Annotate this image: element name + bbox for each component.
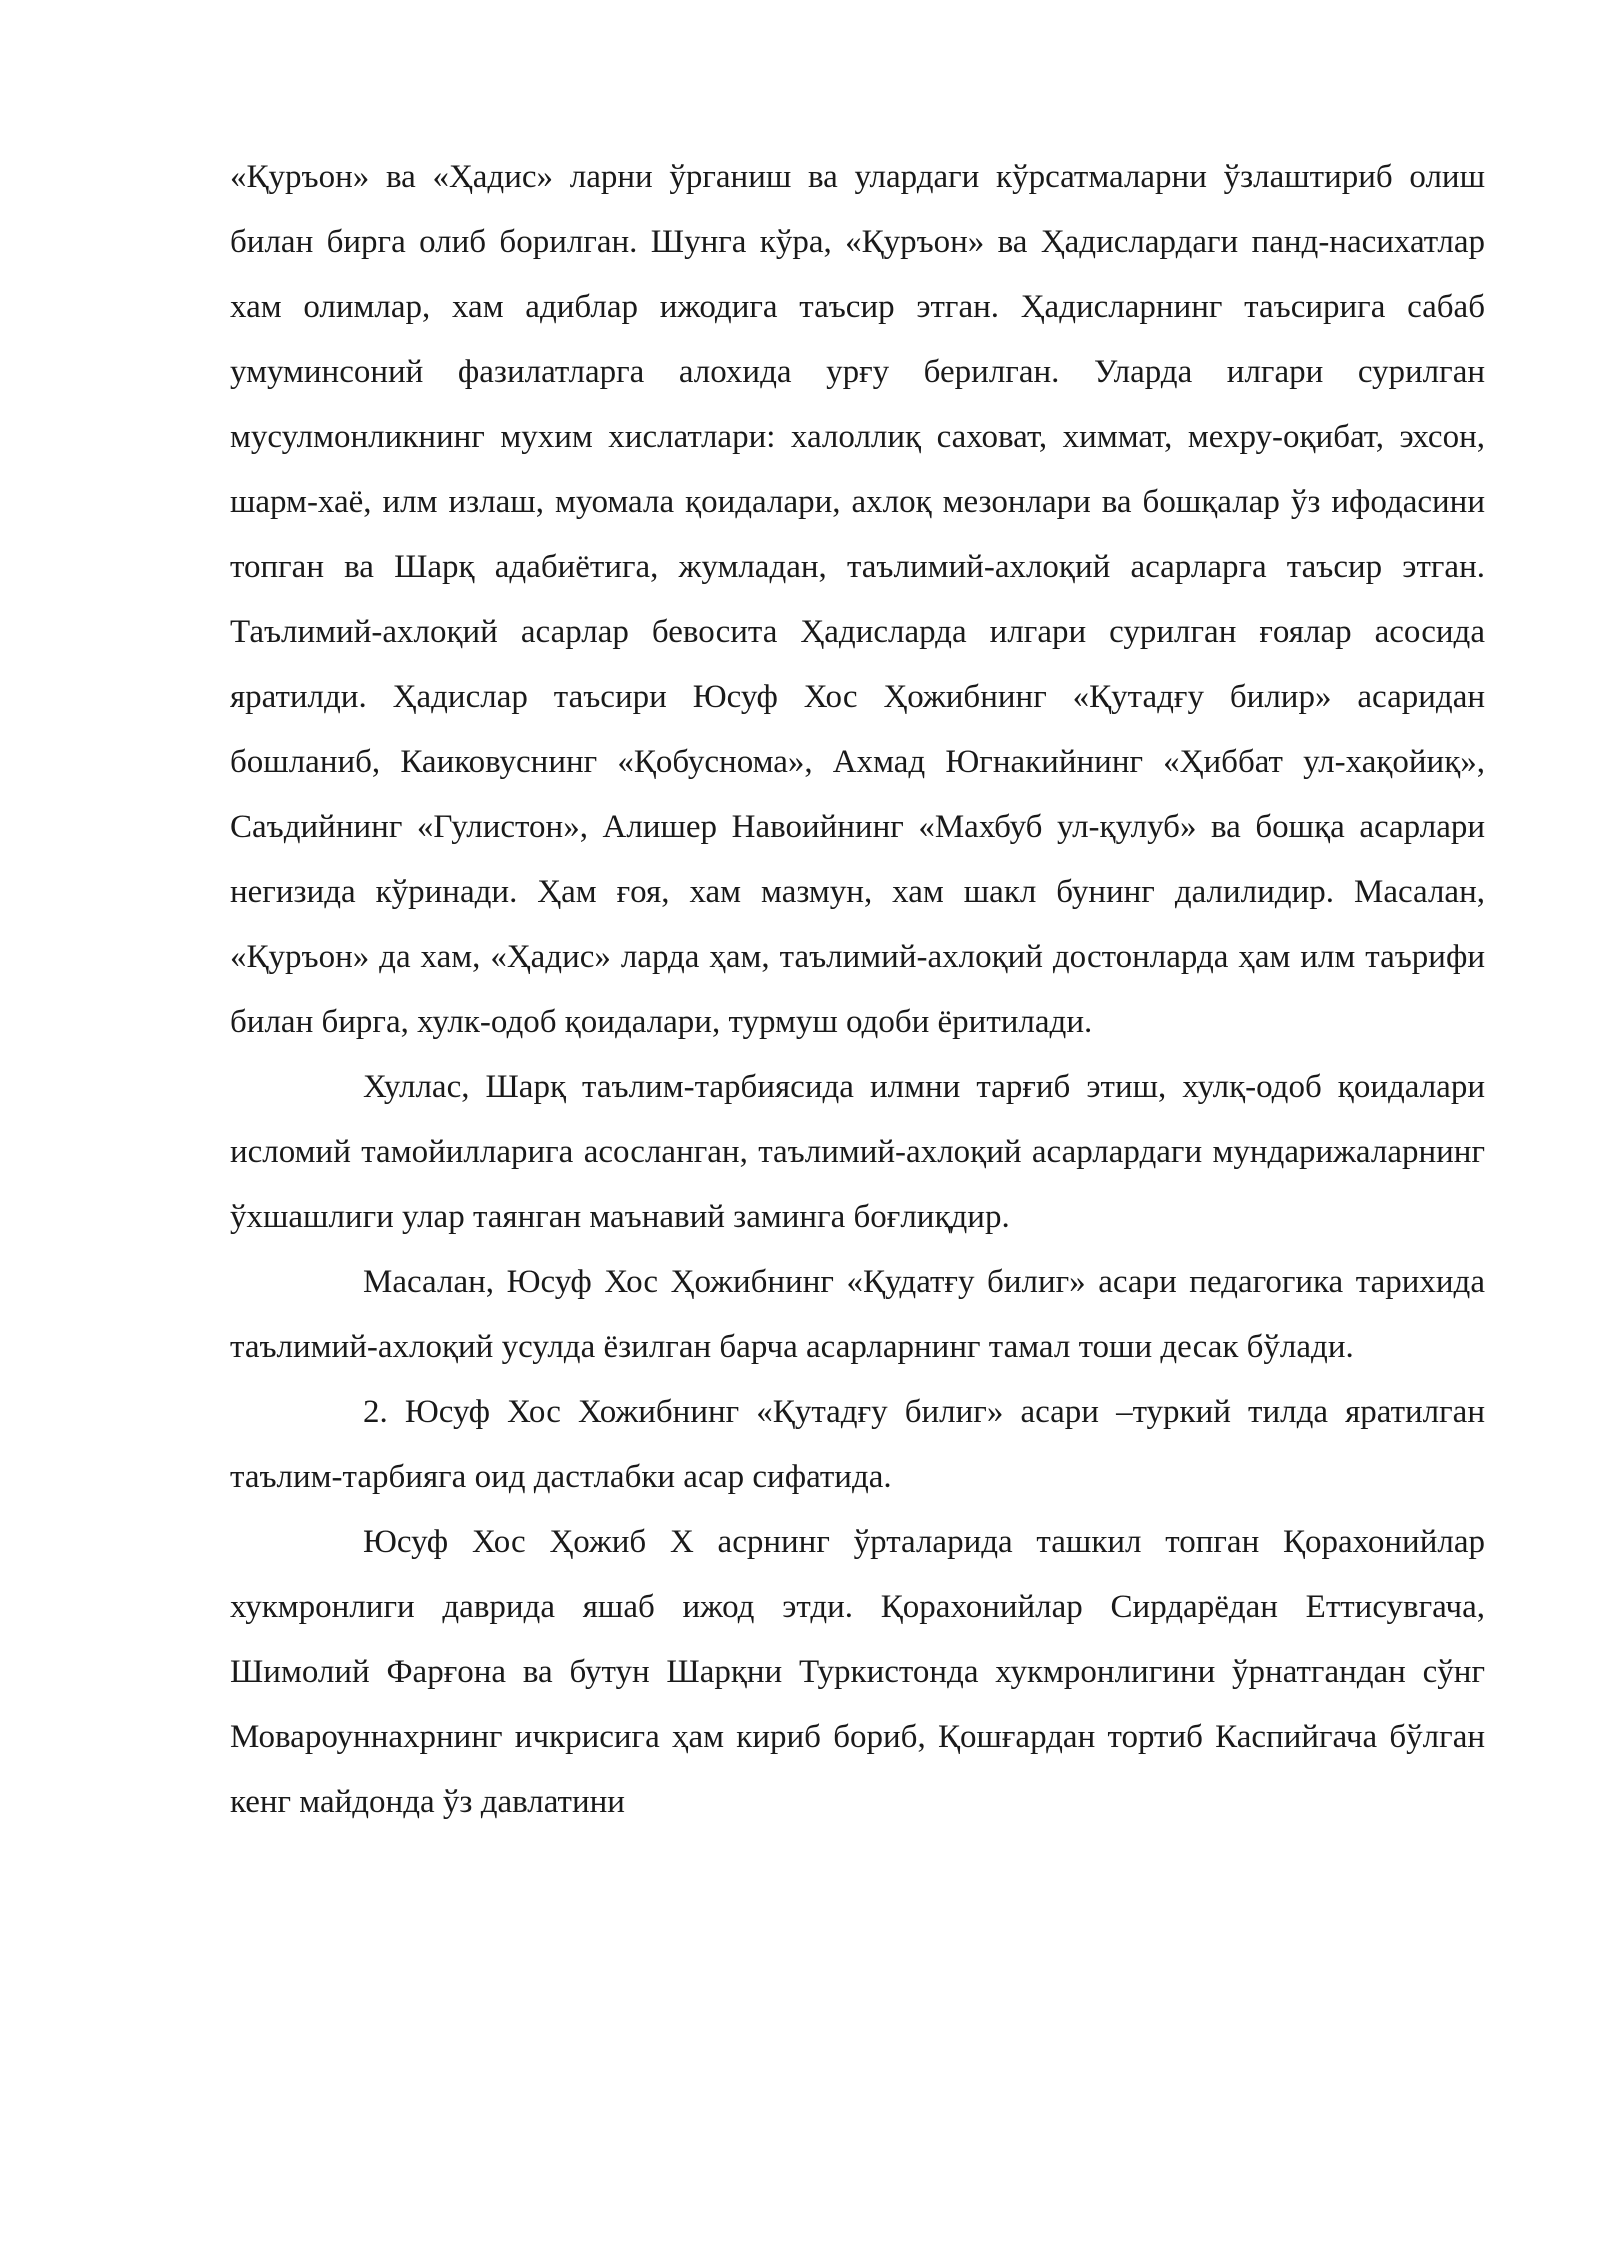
paragraph-3: Масалан, Юсуф Хос Ҳожибнинг «Қудатғу билиг» асари педагогика тарихида таълимий-ахлоқий усулда ёзилган барча асарларнинг тамал тоши десак бўлади. <box>230 1264 1485 1365</box>
paragraph-4: 2. Юсуф Хос Хожибнинг «Қутадғу билиг» асари –туркий тилда яратилган таълим-тарбияга оид дастлабки асар сифатида. <box>230 1394 1485 1495</box>
paragraph-5: Юсуф Хос Ҳожиб Х асрнинг ўрталарида ташкил топган Қорахонийлар хукмронлиги даврида яшаб ижод этди. Қорахонийлар Сирдарёдан Еттисувгача, Шимолий Фарғона ва бутун Шарқни Туркистонда хукмронлигини ўрнатгандан сўнг Мовароуннахрнинг ичкрисига ҳам кириб бориб, Қошғардан тортиб Каспийгача бўлган кенг майдонда ўз давлатини <box>230 1524 1485 1820</box>
document-body <box>230 145 1485 1835</box>
paragraph-1: «Қуръон» ва «Ҳадис» ларни ўрганиш ва улардаги кўрсатмаларни ўзлаштириб олиш билан бирга олиб борилган. Шунга кўра, «Қуръон» ва Ҳадислардаги панд-насихатлар хам олимлар, хам адиблар ижодига таъсир этган. Ҳадисларнинг таъсирига сабаб умуминсоний фазилатларга алохида урғу берилган. Уларда илгари сурилган мусулмонликнинг мухим хислатлари: халоллиқ саховат, химмат, мехру-оқибат, эхсон, шарм-хаё, илм излаш, муомала қоидалари, ахлоқ мезонлари ва бошқалар ўз ифодасини топган ва Шарқ адабиётига, жумладан, таълимий-ахлоқий асарларга таъсир этган. Таълимий-ахлоқий асарлар бевосита Ҳадисларда илгари сурилган ғоялар асосида яратилди. Ҳадислар таъсири Юсуф Хос Ҳожибнинг «Қутадғу билир» асаридан бошланиб, Каиковуснинг «Қобуснома», Ахмад Югнакийнинг «Ҳиббат ул-хақойиқ», Саъдийнинг «Гулистон», Алишер Навоийнинг «Махбуб ул-қулуб» ва бошқа асарлари негизида кўринади. Ҳам ғоя, хам мазмун, хам шакл бунинг далилидир. Масалан, «Қуръон» да хам, «Ҳадис» ларда ҳам, таълимий-ахлоқий достонларда ҳам илм таърифи билан бирга, хулк-одоб қоидалари, турмуш одоби ёритилади. <box>230 159 1485 1040</box>
paragraph-2: Хуллас, Шарқ таълим-тарбиясида илмни тарғиб этиш, хулқ-одоб қоидалари исломий тамойилларига асосланган, таълимий-ахлоқий асарлардаги мундарижаларнинг ўхшашлиги улар таянган маънавий заминга боғлиқдир. <box>230 1069 1485 1235</box>
